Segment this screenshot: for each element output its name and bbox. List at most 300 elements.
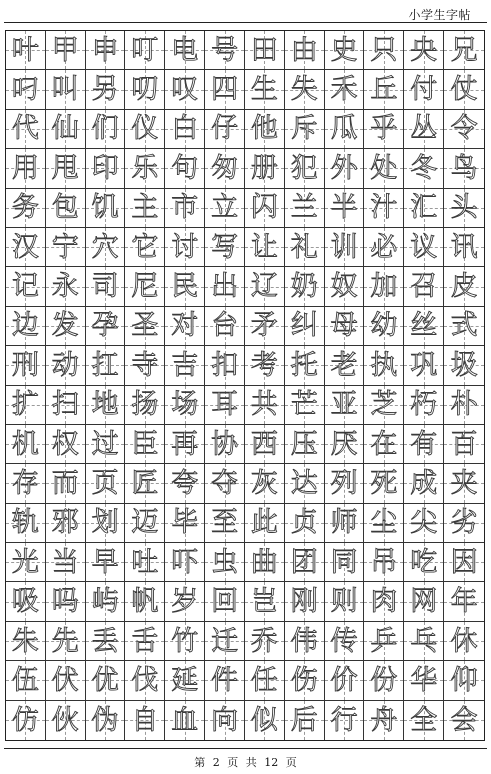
tracing-character: 全 xyxy=(410,704,438,736)
tracing-character: 乔 xyxy=(250,625,278,657)
tracing-character: 生 xyxy=(250,74,278,106)
practice-cell xyxy=(245,149,285,188)
page-number: 第 2 页 共 12 页 xyxy=(194,756,297,769)
practice-cell xyxy=(245,110,285,149)
practice-cell xyxy=(364,267,404,306)
tracing-character: 犯 xyxy=(290,152,318,184)
practice-cell xyxy=(6,149,46,188)
tracing-character: 朽 xyxy=(410,389,438,421)
practice-cell xyxy=(245,346,285,385)
tracing-character: 发 xyxy=(51,310,79,342)
tracing-character: 册 xyxy=(250,152,278,184)
practice-cell xyxy=(46,622,86,661)
tracing-character: 执 xyxy=(370,349,398,381)
tracing-character: 共 xyxy=(250,389,278,421)
tracing-character: 申 xyxy=(91,34,119,66)
practice-cell xyxy=(125,425,165,464)
practice-cell xyxy=(205,228,245,267)
practice-cell xyxy=(205,149,245,188)
tracing-character: 休 xyxy=(450,625,478,657)
practice-cell xyxy=(125,267,165,306)
tracing-character: 列 xyxy=(330,467,358,499)
tracing-character: 必 xyxy=(370,231,398,263)
tracing-character: 朴 xyxy=(450,389,478,421)
practice-cell xyxy=(125,31,165,70)
tracing-character: 台 xyxy=(211,310,239,342)
tracing-character: 乓 xyxy=(410,625,438,657)
practice-cell xyxy=(46,425,86,464)
practice-cell xyxy=(205,582,245,621)
practice-cell xyxy=(444,464,484,503)
practice-cell xyxy=(444,70,484,109)
tracing-character: 乐 xyxy=(131,152,159,184)
tracing-character: 份 xyxy=(370,664,398,696)
tracing-character: 舟 xyxy=(370,704,398,736)
practice-cell xyxy=(125,386,165,425)
practice-cell xyxy=(205,70,245,109)
practice-cell xyxy=(86,701,126,740)
practice-cell xyxy=(125,70,165,109)
practice-cell xyxy=(364,31,404,70)
practice-cell xyxy=(205,464,245,503)
workbook-title: 小学生字帖 xyxy=(408,8,471,22)
tracing-character: 伙 xyxy=(51,704,79,736)
tracing-character: 四 xyxy=(211,74,239,106)
practice-cell xyxy=(86,228,126,267)
tracing-character: 至 xyxy=(211,507,239,539)
tracing-character: 朱 xyxy=(11,625,39,657)
tracing-character: 纠 xyxy=(290,310,318,342)
practice-cell xyxy=(444,228,484,267)
tracing-character: 鸟 xyxy=(450,152,478,184)
practice-cell xyxy=(364,386,404,425)
practice-cell xyxy=(364,425,404,464)
practice-cell xyxy=(325,31,365,70)
practice-cell xyxy=(245,425,285,464)
practice-cell xyxy=(404,386,444,425)
practice-cell xyxy=(444,110,484,149)
tracing-character: 处 xyxy=(370,152,398,184)
practice-cell xyxy=(325,464,365,503)
practice-cell xyxy=(245,504,285,543)
tracing-character: 伪 xyxy=(91,704,119,736)
tracing-character: 行 xyxy=(330,704,358,736)
practice-cell xyxy=(165,267,205,306)
practice-cell xyxy=(444,582,484,621)
practice-cell xyxy=(125,464,165,503)
practice-cell xyxy=(46,307,86,346)
tracing-character: 地 xyxy=(91,389,119,421)
tracing-character: 当 xyxy=(51,546,79,578)
practice-cell xyxy=(205,110,245,149)
practice-cell xyxy=(46,149,86,188)
tracing-character: 机 xyxy=(11,428,39,460)
tracing-character: 仗 xyxy=(450,74,478,106)
tracing-character: 曲 xyxy=(250,546,278,578)
practice-cell xyxy=(364,307,404,346)
tracing-character: 有 xyxy=(410,428,438,460)
header-divider xyxy=(4,22,487,23)
tracing-character: 吃 xyxy=(410,546,438,578)
practice-cell xyxy=(86,346,126,385)
tracing-character: 耳 xyxy=(211,389,239,421)
tracing-character: 则 xyxy=(330,586,358,618)
practice-cell xyxy=(165,70,205,109)
tracing-character: 邪 xyxy=(51,507,79,539)
tracing-character: 由 xyxy=(290,34,318,66)
tracing-character: 传 xyxy=(330,625,358,657)
practice-cell xyxy=(325,661,365,700)
practice-cell xyxy=(285,346,325,385)
tracing-character: 血 xyxy=(171,704,199,736)
practice-cell xyxy=(364,228,404,267)
practice-cell xyxy=(86,189,126,228)
tracing-character: 让 xyxy=(250,231,278,263)
practice-cell xyxy=(86,267,126,306)
practice-cell xyxy=(205,31,245,70)
practice-cell xyxy=(444,31,484,70)
practice-cell xyxy=(245,228,285,267)
tracing-character: 任 xyxy=(250,664,278,696)
practice-cell xyxy=(165,504,205,543)
practice-cell xyxy=(364,661,404,700)
tracing-character: 皮 xyxy=(450,271,478,303)
practice-cell xyxy=(325,425,365,464)
practice-cell xyxy=(444,149,484,188)
tracing-character: 吐 xyxy=(131,546,159,578)
practice-cell xyxy=(6,267,46,306)
tracing-character: 他 xyxy=(250,113,278,145)
practice-cell xyxy=(125,149,165,188)
practice-cell xyxy=(245,307,285,346)
tracing-character: 它 xyxy=(131,231,159,263)
practice-cell xyxy=(285,267,325,306)
tracing-character: 冬 xyxy=(410,152,438,184)
tracing-character: 臣 xyxy=(131,428,159,460)
tracing-character: 在 xyxy=(370,428,398,460)
tracing-character: 叫 xyxy=(51,74,79,106)
tracing-character: 辽 xyxy=(250,271,278,303)
practice-cell xyxy=(125,110,165,149)
practice-cell xyxy=(404,464,444,503)
tracing-character: 兄 xyxy=(450,34,478,66)
tracing-character: 扛 xyxy=(91,349,119,381)
tracing-character: 协 xyxy=(211,428,239,460)
practice-cell xyxy=(404,425,444,464)
tracing-character: 边 xyxy=(11,310,39,342)
practice-cell xyxy=(364,70,404,109)
practice-cell xyxy=(205,189,245,228)
tracing-character: 岂 xyxy=(250,586,278,618)
tracing-character: 汇 xyxy=(410,192,438,224)
tracing-character: 扣 xyxy=(211,349,239,381)
tracing-character: 甩 xyxy=(51,152,79,184)
tracing-character: 扬 xyxy=(131,389,159,421)
practice-cell xyxy=(6,386,46,425)
tracing-character: 另 xyxy=(91,74,119,106)
practice-cell xyxy=(364,149,404,188)
practice-cell xyxy=(364,582,404,621)
tracing-character: 压 xyxy=(290,428,318,460)
practice-cell xyxy=(6,307,46,346)
tracing-character: 瓜 xyxy=(330,113,358,145)
tracing-character: 务 xyxy=(11,192,39,224)
practice-cell xyxy=(245,622,285,661)
practice-cell xyxy=(6,661,46,700)
practice-cell xyxy=(6,543,46,582)
tracing-character: 帆 xyxy=(131,586,159,618)
tracing-character: 年 xyxy=(450,586,478,618)
practice-cell xyxy=(444,425,484,464)
tracing-character: 饥 xyxy=(91,192,119,224)
tracing-character: 夹 xyxy=(450,467,478,499)
practice-cell xyxy=(325,582,365,621)
practice-cell xyxy=(404,701,444,740)
practice-cell xyxy=(444,661,484,700)
tracing-character: 奴 xyxy=(330,271,358,303)
practice-cell xyxy=(404,70,444,109)
practice-cell xyxy=(46,189,86,228)
practice-cell xyxy=(86,149,126,188)
tracing-character: 加 xyxy=(370,271,398,303)
practice-cell xyxy=(86,464,126,503)
practice-cell xyxy=(325,110,365,149)
practice-cell xyxy=(364,110,404,149)
tracing-character: 毕 xyxy=(171,507,199,539)
tracing-character: 叼 xyxy=(11,74,39,106)
tracing-character: 芝 xyxy=(370,389,398,421)
tracing-character: 贞 xyxy=(290,507,318,539)
tracing-character: 伍 xyxy=(11,664,39,696)
tracing-character: 迈 xyxy=(131,507,159,539)
practice-cell xyxy=(165,582,205,621)
practice-cell xyxy=(364,189,404,228)
practice-character-grid xyxy=(5,30,485,741)
tracing-character: 劣 xyxy=(450,507,478,539)
tracing-character: 闪 xyxy=(250,192,278,224)
practice-cell xyxy=(364,701,404,740)
practice-cell xyxy=(125,346,165,385)
tracing-character: 丢 xyxy=(91,625,119,657)
tracing-character: 外 xyxy=(330,152,358,184)
practice-cell xyxy=(205,701,245,740)
practice-cell xyxy=(6,504,46,543)
tracing-character: 叶 xyxy=(11,34,39,66)
practice-cell xyxy=(245,582,285,621)
tracing-character: 式 xyxy=(450,310,478,342)
practice-cell xyxy=(404,582,444,621)
practice-cell xyxy=(285,661,325,700)
practice-cell xyxy=(404,110,444,149)
tracing-character: 仰 xyxy=(450,664,478,696)
tracing-character: 岁 xyxy=(171,586,199,618)
tracing-character: 令 xyxy=(450,113,478,145)
practice-cell xyxy=(404,267,444,306)
tracing-character: 件 xyxy=(211,664,239,696)
tracing-character: 伤 xyxy=(290,664,318,696)
tracing-character: 召 xyxy=(410,271,438,303)
tracing-character: 优 xyxy=(91,664,119,696)
tracing-character: 扫 xyxy=(51,389,79,421)
practice-cell xyxy=(245,661,285,700)
practice-cell xyxy=(6,701,46,740)
practice-cell xyxy=(6,425,46,464)
practice-cell xyxy=(6,228,46,267)
practice-cell xyxy=(125,543,165,582)
tracing-character: 页 xyxy=(91,467,119,499)
tracing-character: 匆 xyxy=(211,152,239,184)
practice-cell xyxy=(125,661,165,700)
practice-cell xyxy=(205,504,245,543)
practice-cell xyxy=(285,386,325,425)
practice-cell xyxy=(285,307,325,346)
practice-cell xyxy=(285,70,325,109)
tracing-character: 再 xyxy=(171,428,199,460)
tracing-character: 付 xyxy=(410,74,438,106)
practice-cell xyxy=(6,189,46,228)
practice-cell xyxy=(285,425,325,464)
practice-cell xyxy=(46,504,86,543)
tracing-character: 斥 xyxy=(290,113,318,145)
practice-cell xyxy=(46,464,86,503)
tracing-character: 轨 xyxy=(11,507,39,539)
tracing-character: 老 xyxy=(330,349,358,381)
practice-cell xyxy=(205,307,245,346)
tracing-character: 尼 xyxy=(131,271,159,303)
practice-cell xyxy=(165,661,205,700)
practice-cell xyxy=(245,464,285,503)
tracing-character: 永 xyxy=(51,271,79,303)
tracing-character: 幼 xyxy=(370,310,398,342)
practice-cell xyxy=(86,582,126,621)
practice-cell xyxy=(245,189,285,228)
tracing-character: 肉 xyxy=(370,586,398,618)
tracing-character: 司 xyxy=(91,271,119,303)
tracing-character: 芒 xyxy=(290,389,318,421)
tracing-character: 西 xyxy=(250,428,278,460)
tracing-character: 兰 xyxy=(290,192,318,224)
practice-cell xyxy=(404,149,444,188)
tracing-character: 灰 xyxy=(250,467,278,499)
practice-cell xyxy=(364,622,404,661)
practice-cell xyxy=(285,464,325,503)
practice-cell xyxy=(325,189,365,228)
practice-cell xyxy=(165,31,205,70)
tracing-character: 价 xyxy=(330,664,358,696)
tracing-character: 史 xyxy=(330,34,358,66)
practice-cell xyxy=(325,543,365,582)
tracing-character: 代 xyxy=(11,113,39,145)
practice-cell xyxy=(285,110,325,149)
practice-cell xyxy=(165,307,205,346)
tracing-character: 仔 xyxy=(211,113,239,145)
tracing-character: 划 xyxy=(91,507,119,539)
tracing-character: 而 xyxy=(51,467,79,499)
tracing-character: 寺 xyxy=(131,349,159,381)
tracing-character: 权 xyxy=(51,428,79,460)
tracing-character: 号 xyxy=(211,34,239,66)
practice-cell xyxy=(86,425,126,464)
practice-cell xyxy=(46,386,86,425)
tracing-character: 仙 xyxy=(51,113,79,145)
practice-cell xyxy=(404,622,444,661)
tracing-character: 央 xyxy=(410,34,438,66)
practice-cell xyxy=(325,267,365,306)
tracing-character: 讯 xyxy=(450,231,478,263)
tracing-character: 训 xyxy=(330,231,358,263)
tracing-character: 华 xyxy=(410,664,438,696)
tracing-character: 吉 xyxy=(171,349,199,381)
tracing-character: 光 xyxy=(11,546,39,578)
practice-cell xyxy=(165,425,205,464)
tracing-character: 自 xyxy=(131,704,159,736)
practice-cell xyxy=(245,267,285,306)
practice-cell xyxy=(46,267,86,306)
tracing-character: 师 xyxy=(330,507,358,539)
tracing-character: 穴 xyxy=(91,231,119,263)
tracing-character: 母 xyxy=(330,310,358,342)
practice-cell xyxy=(6,622,46,661)
tracing-character: 向 xyxy=(211,704,239,736)
tracing-character: 丝 xyxy=(410,310,438,342)
tracing-character: 网 xyxy=(410,586,438,618)
practice-cell xyxy=(245,31,285,70)
tracing-character: 宁 xyxy=(51,231,79,263)
tracing-character: 印 xyxy=(91,152,119,184)
tracing-character: 似 xyxy=(250,704,278,736)
tracing-character: 吊 xyxy=(370,546,398,578)
tracing-character: 圣 xyxy=(131,310,159,342)
tracing-character: 孕 xyxy=(91,310,119,342)
practice-cell xyxy=(86,622,126,661)
tracing-character: 记 xyxy=(11,271,39,303)
tracing-character: 丘 xyxy=(370,74,398,106)
practice-cell xyxy=(46,701,86,740)
practice-cell xyxy=(444,701,484,740)
practice-cell xyxy=(404,346,444,385)
practice-cell xyxy=(205,386,245,425)
tracing-character: 延 xyxy=(171,664,199,696)
practice-cell xyxy=(404,307,444,346)
tracing-character: 叨 xyxy=(131,74,159,106)
practice-cell xyxy=(444,189,484,228)
tracing-character: 写 xyxy=(211,231,239,263)
practice-cell xyxy=(165,149,205,188)
tracing-character: 伏 xyxy=(51,664,79,696)
practice-cell xyxy=(285,228,325,267)
tracing-character: 早 xyxy=(91,546,119,578)
practice-cell xyxy=(404,661,444,700)
tracing-character: 尖 xyxy=(410,507,438,539)
tracing-character: 夺 xyxy=(211,467,239,499)
tracing-character: 叹 xyxy=(171,74,199,106)
practice-cell xyxy=(165,189,205,228)
tracing-character: 后 xyxy=(290,704,318,736)
tracing-character: 先 xyxy=(51,625,79,657)
practice-cell xyxy=(364,543,404,582)
practice-cell xyxy=(165,346,205,385)
practice-cell xyxy=(205,425,245,464)
tracing-character: 乒 xyxy=(370,625,398,657)
tracing-character: 只 xyxy=(370,34,398,66)
practice-cell xyxy=(444,386,484,425)
practice-cell xyxy=(364,464,404,503)
practice-cell xyxy=(444,307,484,346)
practice-cell xyxy=(245,70,285,109)
practice-cell xyxy=(285,189,325,228)
practice-cell xyxy=(125,622,165,661)
practice-cell xyxy=(46,543,86,582)
